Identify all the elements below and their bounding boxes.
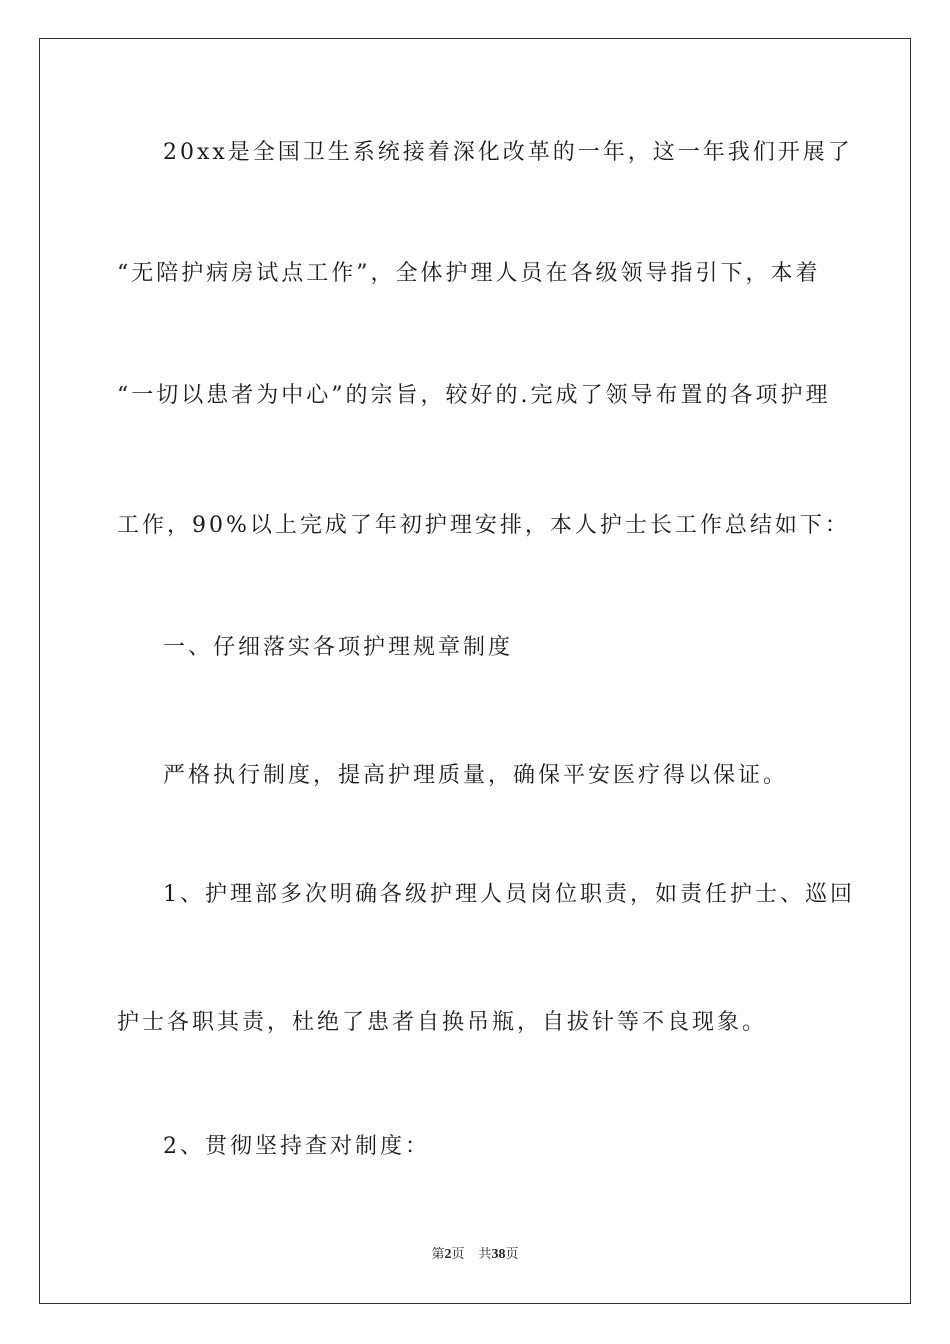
paragraph-line: 严格执行制度，提高护理质量，确保平安医疗得以保证。 [163, 763, 789, 788]
paragraph-line: “一切以患者为中心”的宗旨，较好的.完成了领导布置的各项护理 [117, 383, 831, 408]
total-suffix: 页 [505, 1247, 519, 1262]
page-number: 2 [444, 1247, 452, 1262]
page-footer [0, 1246, 950, 1264]
paragraph-line: 2、贯彻坚持查对制度： [163, 1134, 430, 1159]
paragraph-line: “无陪护病房试点工作”，全体护理人员在各级领导指引下，本着 [117, 261, 821, 286]
paragraph-line: 工作，90%以上完成了年初护理安排，本人护士长工作总结如下： [117, 513, 850, 538]
paragraph-line: 20xx是全国卫生系统接着深化改革的一年，这一年我们开展了 [163, 140, 853, 165]
page-prefix: 第 [431, 1247, 445, 1262]
paragraph-line: 护士各职其责，杜绝了患者自换吊瓶，自拔针等不良现象。 [117, 1010, 768, 1035]
page-suffix: 页 [451, 1247, 465, 1262]
page-border [39, 38, 911, 1304]
paragraph-line: 1、护理部多次明确各级护理人员岗位职责，如责任护士、巡回 [163, 882, 855, 907]
page-total: 38 [491, 1247, 506, 1262]
total-prefix: 共 [478, 1247, 492, 1262]
section-heading: 一、仔细落实各项护理规章制度 [163, 635, 514, 660]
